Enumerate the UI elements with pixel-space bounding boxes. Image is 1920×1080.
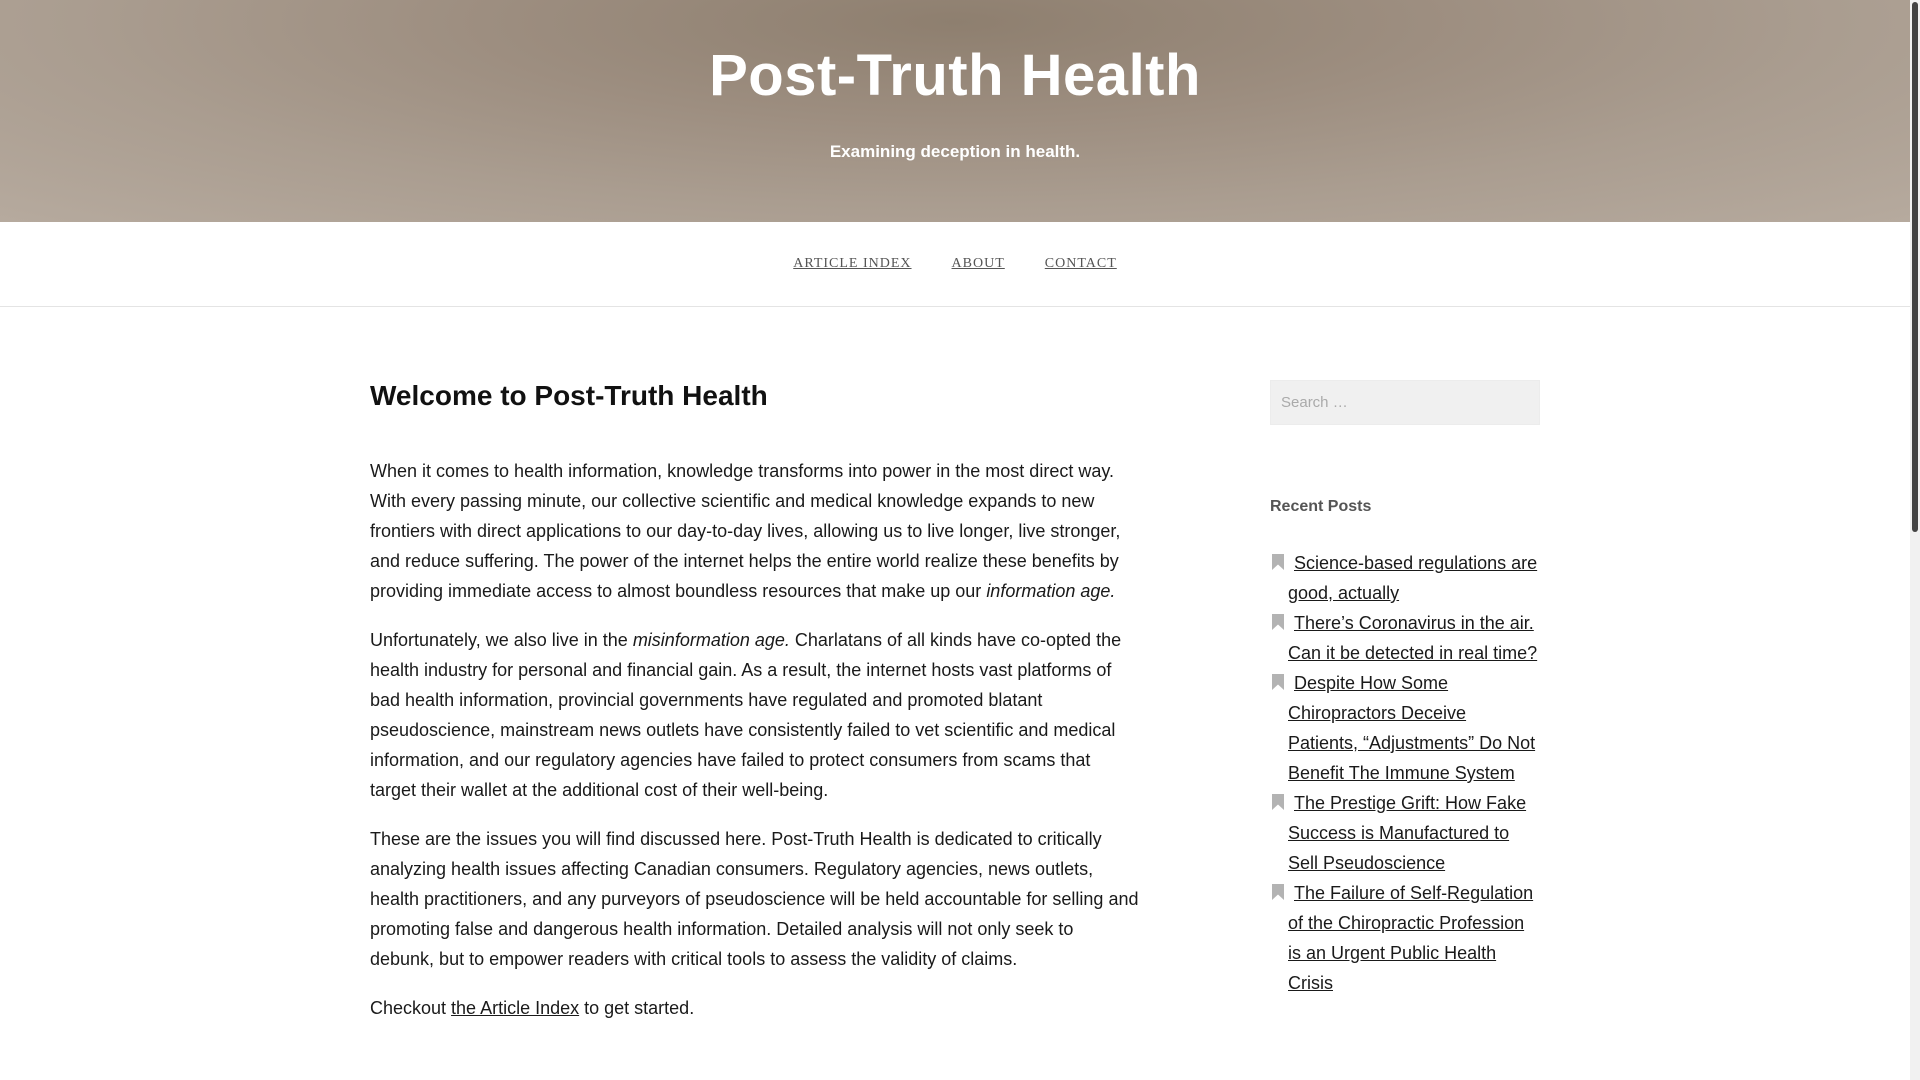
checkout-start: Checkout: [370, 998, 452, 1018]
bookmark-icon: [1272, 674, 1284, 690]
emphasis-misinformation-age: misinformation age.: [632, 630, 790, 650]
paragraph-intro: [370, 456, 1140, 606]
bookmark-icon: [1272, 554, 1284, 570]
paragraph-intro-text: When it comes to health information, knowledge transforms into power in the most direct way. With every passing minute, our collective scientific and medical knowledge expands to new frontiers with direct applications to our day-to-day lives, allowing us to live longer, live stronger, and reduce suffering. The power of the internet helps the entire world realize these benefits by providing immediate access to almost boundless resources that make up our: [370, 461, 1121, 601]
nav-article-index[interactable]: ARTICLE INDEX: [793, 256, 912, 271]
nav-contact[interactable]: CONTACT: [1044, 256, 1117, 271]
bookmark-icon: [1272, 884, 1284, 900]
recent-posts-title: Recent Posts: [1270, 498, 1372, 515]
article-index-link[interactable]: the Article Index: [451, 998, 580, 1018]
search-input[interactable]: [1270, 380, 1540, 425]
bookmark-icon: [1272, 614, 1284, 630]
list-item: [1270, 878, 1540, 998]
main-nav: [0, 222, 1910, 307]
main-content: [370, 380, 1140, 1042]
checkout-end: to get started.: [579, 998, 695, 1018]
recent-post-link[interactable]: The Failure of Self-Regulation of the Chiropractic Profession is an Urgent Public Health Crisis: [1288, 883, 1534, 993]
bookmark-icon: [1272, 794, 1284, 810]
list-item: [1270, 668, 1540, 788]
post-body: [370, 456, 1140, 1023]
page-title: Welcome to Post-Truth Health: [370, 380, 768, 411]
scrollbar-thumb[interactable]: [1912, 2, 1918, 532]
sidebar: [1270, 380, 1540, 998]
paragraph-misinformation: [370, 625, 1140, 805]
paragraph-checkout: [370, 993, 1140, 1023]
list-item: [1270, 608, 1540, 668]
page-scrollbar[interactable]: [1910, 0, 1920, 1080]
nav-about[interactable]: ABOUT: [951, 256, 1005, 271]
paragraph-misinformation-start: Unfortunately, we also live in the: [370, 630, 633, 650]
site-title[interactable]: Post-Truth Health: [709, 43, 1201, 108]
site-header: [0, 0, 1910, 222]
paragraph-mission: These are the issues you will find discussed here. Post-Truth Health is dedicated to critically analyzing health issues affecting Canadian consumers. Regulatory agencies, news outlets, health practitioners, and any purveyors of pseudoscience will be held accountable for selling and promoting false and dangerous health information. Detailed analysis will not only seek to debunk, but to empower readers with critical tools to assess the validity of claims.: [370, 829, 1139, 969]
site-tagline: Examining deception in health.: [829, 142, 1081, 161]
list-item: [1270, 788, 1540, 878]
recent-posts-list: [1270, 548, 1540, 998]
recent-post-link[interactable]: Science-based regulations are good, actually: [1288, 553, 1538, 603]
emphasis-information-age: information age.: [986, 581, 1116, 601]
recent-post-link[interactable]: The Prestige Grift: How Fake Success is Manufactured to Sell Pseudoscience: [1288, 793, 1527, 873]
recent-post-link[interactable]: There’s Coronavirus in the air. Can it be detected in real time?: [1288, 613, 1538, 663]
list-item: [1270, 548, 1540, 608]
recent-post-link[interactable]: Despite How Some Chiropractors Deceive Patients, “Adjustments” Do Not Benefit The Immune System: [1288, 673, 1536, 783]
paragraph-misinformation-rest: Charlatans of all kinds have co-opted the health industry for personal and financial gain. As a result, the internet hosts vast platforms of bad health information, provincial governments have regulated and promoted blatant pseudoscience, mainstream news outlets have consistently failed to vet scientific and medical information, and our regulatory agencies have failed to protect consumers from scams that target their wallet at the additional cost of their well-being.: [370, 630, 1122, 800]
